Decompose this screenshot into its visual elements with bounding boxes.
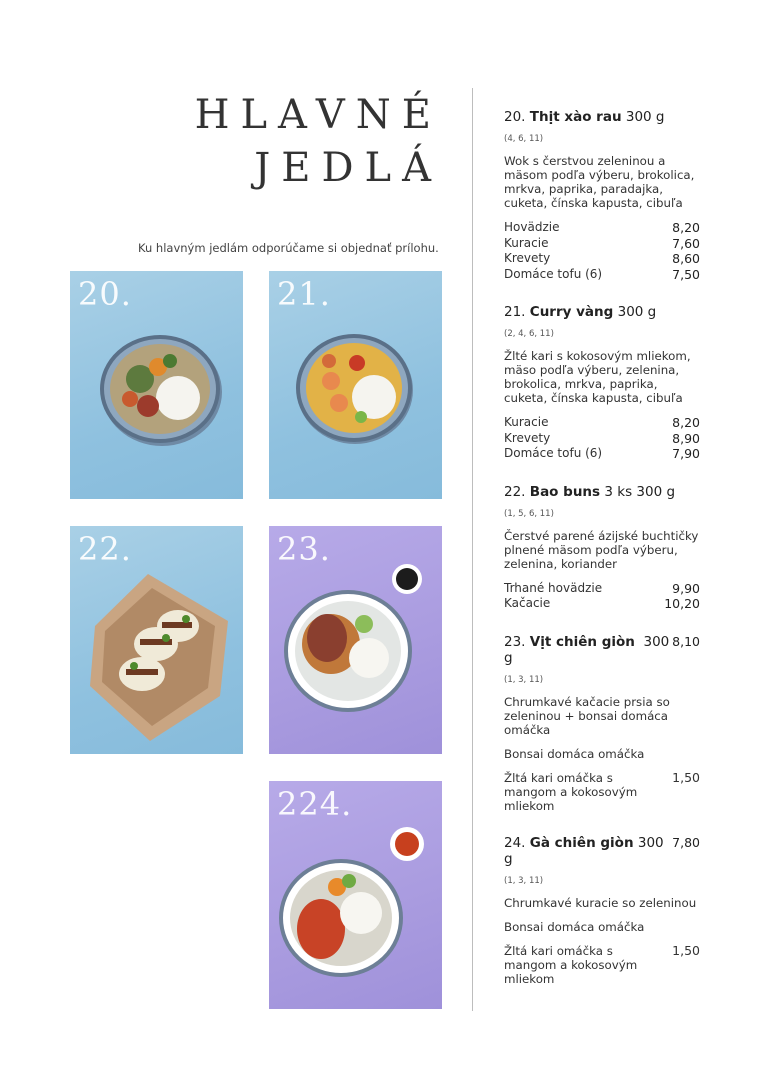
dish-weight: 300 g [617, 304, 657, 320]
dish-header [504, 835, 700, 867]
price-row [504, 415, 700, 431]
dish-weight: 300 g [504, 633, 670, 666]
dish-number: 20. [504, 109, 526, 125]
dish-header [504, 634, 700, 666]
option-price: 8,60 [672, 251, 700, 266]
price-list [504, 220, 700, 282]
menu-item-21 [504, 304, 700, 462]
dish-number: 23. [504, 633, 526, 650]
dish-photo-24 [269, 781, 442, 1009]
option-label: Domáce tofu (6) [504, 446, 603, 460]
menu-item-24 [504, 835, 700, 986]
option-label: Kuracie [504, 415, 549, 429]
column-divider [472, 88, 473, 1011]
dish-photo-22 [70, 526, 243, 754]
price-list [504, 581, 700, 612]
dish-allergens: (1, 5, 6, 11) [504, 508, 554, 519]
dish-allergens: (4, 6, 11) [504, 134, 544, 144]
sauce-label: Žltá kari omáčka s mangom a kokosovým mliekom [504, 770, 638, 813]
sauce-option: Bonsai domáca omáčka [504, 919, 645, 934]
photo-number: 22. [78, 530, 132, 568]
dish-price: 7,80 [672, 834, 700, 850]
sauce-price: 1,50 [672, 942, 700, 958]
page-subtitle: Ku hlavným jedlám odporúčame si objednať prílohu. [138, 241, 439, 255]
photo-number: 21. [277, 275, 331, 313]
dish-description: Chrumkavé kačacie prsia so zeleninou + bonsai domáca omáčka [504, 694, 670, 737]
option-label: Kuracie [504, 235, 549, 250]
dish-description: Chrumkavé kuracie so zeleninou [504, 895, 697, 910]
photo-number: 20. [78, 275, 132, 313]
dish-allergens: (1, 3, 11) [504, 674, 544, 685]
sauce-option: Bonsai domáca omáčka [504, 746, 645, 761]
dish-description: Wok s čerstvou zeleninou a mäsom podľa výberu, brokolica, mrkva, paprika, paradajka, cuketa, čínska kapusta, cibuľa [504, 154, 695, 210]
price-row [504, 251, 700, 267]
dish-photo-20 [70, 271, 243, 499]
option-label: Krevety [504, 251, 551, 265]
price-row [504, 596, 700, 612]
dish-allergens: (1, 3, 11) [504, 875, 544, 886]
menu-item-22 [504, 484, 700, 612]
option-price: 8,90 [672, 430, 700, 446]
dish-name: Gà chiên giòn [529, 834, 634, 851]
dish-name: Vịt chiên giòn [529, 633, 635, 650]
price-row [504, 446, 700, 462]
photo-number: 224. [277, 785, 353, 823]
page-title-line-2: JEDLÁ [254, 145, 442, 191]
dish-weight: 3 ks 300 g [604, 483, 676, 500]
dish-allergens: (2, 4, 6, 11) [504, 329, 554, 339]
sauce-label: Žltá kari omáčka s mangom a kokosovým mliekom [504, 943, 638, 986]
price-row [504, 267, 700, 283]
sauce-option-priced [504, 771, 700, 813]
dish-description: Žlté kari s kokosovým mliekom, mäso podľa výberu, zelenina, brokolica, mrkva, paprika, cuketa, čínska kapusta, cibuľa [504, 349, 691, 405]
dish-header [504, 109, 700, 125]
dish-number: 22. [504, 483, 526, 500]
dish-weight: 300 g [625, 109, 665, 125]
menu-list [504, 109, 700, 986]
sauce-option-priced [504, 944, 700, 986]
price-list [504, 415, 700, 462]
dish-description: Čerstvé parené ázijské buchtičky plnené mäsom podľa výberu, zelenina, koriander [504, 528, 699, 571]
dish-price: 8,10 [672, 633, 700, 649]
option-label: Hovädzie [504, 220, 560, 234]
dish-number: 21. [504, 304, 526, 320]
price-row [504, 236, 700, 252]
option-label: Trhané hovädzie [504, 580, 603, 595]
dish-header [504, 484, 700, 500]
option-price: 8,20 [672, 220, 700, 235]
option-price: 9,90 [672, 580, 700, 596]
dish-photo-21 [269, 271, 442, 499]
option-label: Domáce tofu (6) [504, 266, 603, 281]
dish-number: 24. [504, 834, 526, 851]
price-row [504, 581, 700, 597]
option-price: 8,20 [672, 415, 700, 430]
price-row [504, 431, 700, 447]
price-row [504, 220, 700, 236]
option-price: 7,50 [672, 266, 700, 282]
dish-weight: 300 g [504, 834, 664, 867]
option-label: Krevety [504, 430, 551, 445]
dish-name: Bao buns [529, 483, 601, 500]
photo-number: 23. [277, 530, 331, 568]
page-title-line-1: HLAVNÉ [194, 92, 442, 138]
option-price: 7,90 [672, 446, 700, 461]
sauce-price: 1,50 [672, 769, 700, 785]
menu-item-20 [504, 109, 700, 282]
dish-name: Thịt xào rau [529, 109, 622, 125]
option-price: 7,60 [672, 235, 700, 251]
option-price: 10,20 [664, 596, 700, 611]
dish-header [504, 304, 700, 320]
menu-item-23 [504, 634, 700, 813]
option-label: Kačacie [504, 596, 551, 610]
dish-photo-23 [269, 526, 442, 754]
dish-name: Curry vàng [529, 304, 614, 320]
